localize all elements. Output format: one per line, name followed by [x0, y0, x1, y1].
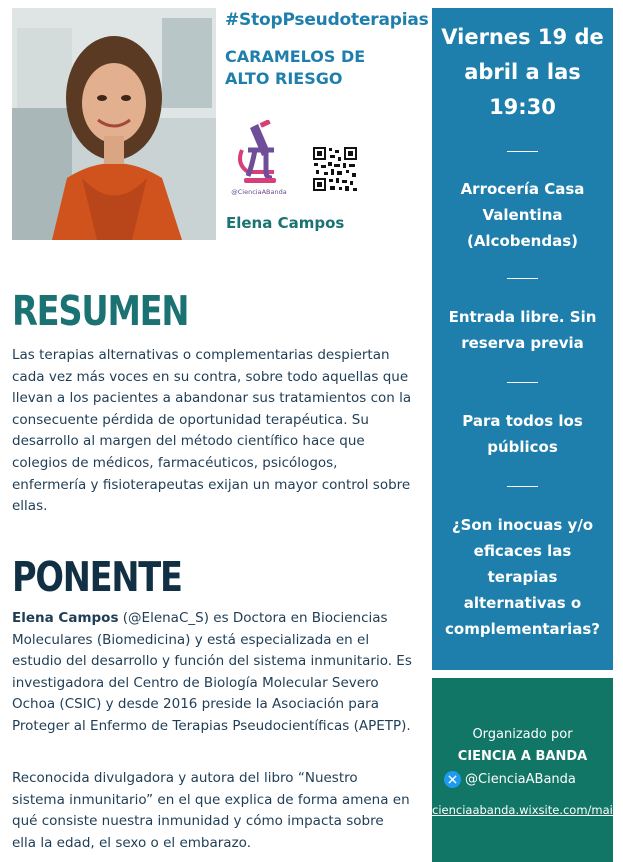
- event-entry: Entrada libre. Sin reserva previa: [448, 308, 597, 352]
- organizer-label: Organizado por: [472, 727, 573, 742]
- ponente-heading: PONENTE: [12, 553, 182, 601]
- event-info-panel: [432, 8, 613, 670]
- event-audience: Para todos los públicos: [462, 412, 583, 456]
- logo-caption: @CienciaABanda: [231, 188, 287, 196]
- speaker-photo: [12, 8, 216, 240]
- x-twitter-icon: [444, 771, 461, 788]
- divider: [507, 486, 538, 487]
- organizer-name: CIENCIA A BANDA: [457, 749, 588, 764]
- website-link[interactable]: cienciaabanda.wixsite.com/main: [432, 803, 621, 817]
- ponente-bio-book: Reconocida divulgadora y autora del libro “Nuestro sistema inmunitario” en el que explica de forma amena en qué consiste nuestra inmunidad y cómo impacta sobre ella la edad, el sexo o el embarazo.: [12, 770, 410, 851]
- speaker-name: Elena Campos: [226, 214, 345, 232]
- twitter-handle: @CienciaABanda: [465, 771, 576, 787]
- event-question: ¿Son inocuas y/o eficaces las terapias alternativas o complementarias?: [445, 516, 600, 638]
- event-title: CARAMELOS DE ALTO RIESGO: [225, 47, 366, 88]
- divider: [507, 151, 538, 152]
- hashtag: #StopPseudoterapias: [225, 10, 429, 30]
- event-venue: Arrocería Casa Valentina (Alcobendas): [460, 180, 585, 250]
- ciencia-a-banda-logo: [228, 120, 290, 200]
- twitter-link[interactable]: [444, 769, 609, 789]
- microscope-pi-icon: [228, 120, 290, 188]
- divider: [507, 278, 538, 279]
- divider: [507, 382, 538, 383]
- ponente-bio-name: Elena Campos: [12, 610, 119, 626]
- resumen-text: Las terapias alternativas o complementarias despiertan cada vez más voces en su contra, sobre todo aquellas que llevan a los pacientes a abandonar sus tratamientos con la consecuente pérdida de oportunidad terapéutica. Su desarrollo al margen del método científico hace que colegios de médicos, farmacéuticos, psicólogos, enfermería y fisioterapeutas exijan un mayor control sobre ellas.: [12, 347, 412, 515]
- ponente-bio-text: (@ElenaC_S) es Doctora en Biociencias Moleculares (Biomedicina) y está especializada en el estudio del desarrollo y función del sistema inmunitario. Es investigadora del Centro de Biología Molecular Severo Ochoa (CSIC) y desde 2016 preside la Asociación para Proteger al Enfermo de Terapias Pseudocientíficas (APETP).: [12, 610, 412, 734]
- event-date: Viernes 19 de abril a las 19:30: [441, 25, 604, 119]
- ponente-bio: [12, 608, 412, 738]
- qr-code[interactable]: [312, 146, 358, 192]
- resumen-heading: RESUMEN: [12, 287, 189, 335]
- organizer-panel: [432, 678, 621, 862]
